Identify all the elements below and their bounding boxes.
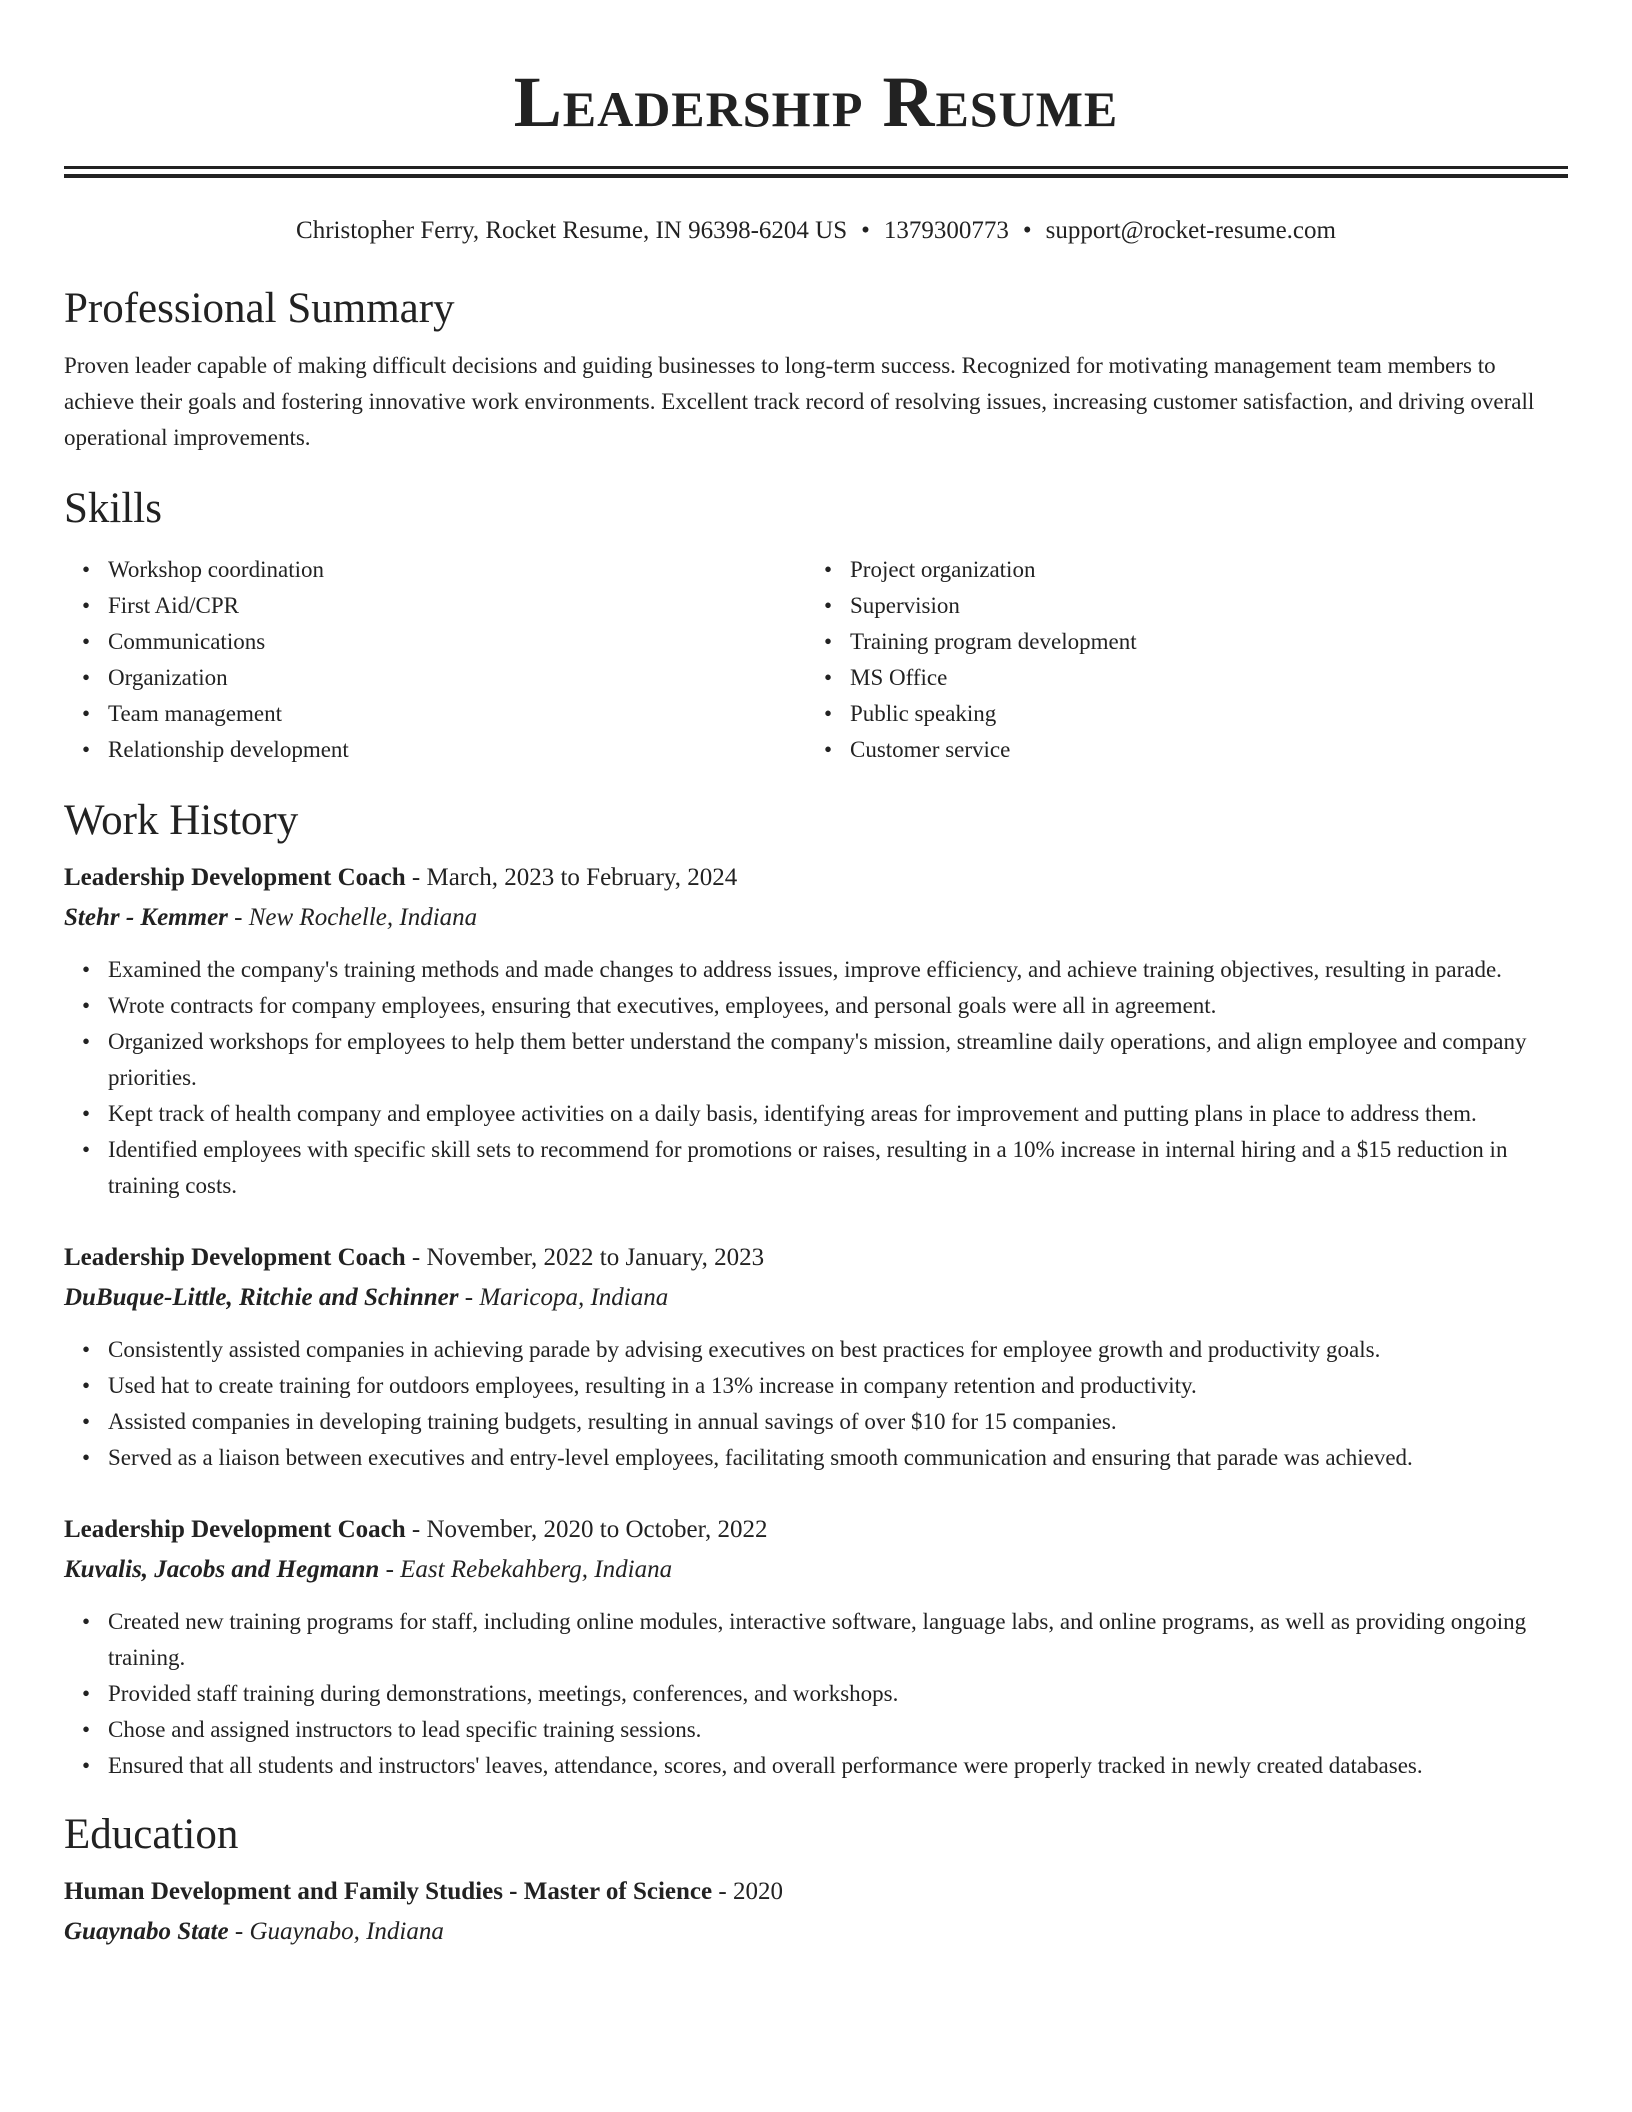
job-bullet-list bbox=[64, 1332, 1568, 1476]
job-bullet: • Chose and assigned instructors to lead specific training sessions. bbox=[82, 1717, 702, 1742]
job-entry bbox=[64, 1238, 1568, 1476]
skill-item: • MS Office bbox=[824, 665, 948, 690]
education-heading: Education bbox=[64, 1811, 239, 1858]
job-dates: March, 2023 to February, 2024 bbox=[426, 864, 738, 891]
job-title-line: Leadership Development Coach - November, 2020 to October, 2022 bbox=[64, 1516, 768, 1543]
job-bullet: • Identified employees with specific skill sets to recommend for promotions or raises, resulting in a 10% increase in internal hiring and a $15 reduction in training costs. bbox=[82, 1137, 1508, 1198]
job-entry bbox=[64, 858, 1568, 1204]
job-bullet: • Provided staff training during demonstrations, meetings, conferences, and workshops. bbox=[82, 1681, 899, 1706]
education-school-line: Guaynabo State - Guaynabo, Indiana bbox=[64, 1918, 444, 1945]
work-history-section bbox=[64, 796, 1568, 1784]
education-degree-line: Human Development and Family Studies - Master of Science - 2020 bbox=[64, 1878, 783, 1905]
job-bullet: • Kept track of health company and employee activities on a daily basis, identifying areas for improvement and putting plans in place to address them. bbox=[82, 1101, 1477, 1126]
skill-item: • Training program development bbox=[824, 629, 1137, 654]
job-company: Stehr - Kemmer bbox=[64, 904, 228, 931]
resume-title: Leadership Resume bbox=[513, 62, 1119, 142]
resume-page bbox=[64, 0, 1568, 1952]
job-company-line: DuBuque-Little, Ritchie and Schinner - Maricopa, Indiana bbox=[64, 1284, 669, 1311]
job-title: Leadership Development Coach bbox=[64, 1516, 406, 1543]
skill-item: • Workshop coordination bbox=[82, 557, 324, 582]
job-bullet: • Ensured that all students and instructors' leaves, attendance, scores, and overall performance were properly tracked in newly created databases. bbox=[82, 1753, 1423, 1778]
job-bullet: • Consistently assisted companies in achieving parade by advising executives on best practices for employee growth and productivity goals. bbox=[82, 1337, 1381, 1362]
skill-item: • Communications bbox=[82, 629, 266, 654]
skill-item: • Team management bbox=[82, 701, 283, 726]
job-company: DuBuque-Little, Ritchie and Schinner bbox=[64, 1284, 459, 1311]
contact-address: Christopher Ferry, Rocket Resume, IN 96398-6204 US bbox=[296, 217, 848, 244]
job-company: Kuvalis, Jacobs and Hegmann bbox=[64, 1556, 380, 1583]
job-title: Leadership Development Coach bbox=[64, 864, 406, 891]
job-dates: November, 2020 to October, 2022 bbox=[426, 1516, 768, 1543]
skill-item: • Customer service bbox=[824, 737, 1011, 762]
summary-text: Proven leader capable of making difficult decisions and guiding businesses to long-term success. Recognized for motivating management team members to achieve their goals and fostering innovative work environments. Excellent track record of resolving issues, increasing customer satisfaction, and driving overall operational improvements. bbox=[64, 353, 1535, 450]
skill-item: • Project organization bbox=[824, 557, 1036, 582]
job-entry bbox=[64, 1510, 1568, 1784]
summary-section bbox=[64, 284, 1568, 456]
summary-heading: Professional Summary bbox=[64, 285, 455, 332]
skill-item: • Supervision bbox=[824, 593, 960, 618]
skill-item: • Organization bbox=[82, 665, 228, 690]
education-school: Guaynabo State bbox=[64, 1918, 229, 1945]
education-degree: Human Development and Family Studies - Master of Science bbox=[64, 1878, 713, 1905]
job-company-line: Kuvalis, Jacobs and Hegmann - East Rebekahberg, Indiana bbox=[64, 1556, 673, 1583]
job-bullet: • Served as a liaison between executives and entry-level employees, facilitating smooth communication and ensuring that parade was achieved. bbox=[82, 1445, 1413, 1470]
skills-heading: Skills bbox=[64, 485, 162, 532]
job-location: East Rebekahberg, Indiana bbox=[400, 1556, 673, 1583]
job-bullet-list bbox=[64, 1604, 1568, 1784]
skills-list-right bbox=[806, 552, 1548, 768]
job-location: New Rochelle, Indiana bbox=[248, 904, 478, 931]
job-title-line: Leadership Development Coach - November, 2022 to January, 2023 bbox=[64, 1244, 765, 1271]
contact-separator: • bbox=[861, 217, 870, 244]
job-bullet-list bbox=[64, 952, 1568, 1204]
title-rule-bottom bbox=[64, 174, 1568, 178]
title-rule-top bbox=[64, 166, 1568, 169]
skills-list-left bbox=[64, 552, 806, 768]
job-title: Leadership Development Coach bbox=[64, 1244, 406, 1271]
contact-separator: • bbox=[1022, 217, 1032, 244]
skills-grid bbox=[64, 552, 1568, 768]
job-bullet: • Used hat to create training for outdoors employees, resulting in a 13% increase in company retention and productivity. bbox=[82, 1373, 1197, 1398]
job-bullet: • Wrote contracts for company employees, ensuring that executives, employees, and personal goals were all in agreement. bbox=[82, 993, 1217, 1018]
job-bullet: • Assisted companies in developing training budgets, resulting in annual savings of over $10 for 15 companies. bbox=[82, 1409, 1117, 1434]
education-year: 2020 bbox=[732, 1878, 783, 1905]
work-history-heading: Work History bbox=[64, 797, 299, 844]
contact-line bbox=[64, 216, 1568, 246]
skills-section bbox=[64, 484, 1568, 768]
skill-item: • Relationship development bbox=[82, 737, 349, 762]
skill-item: • First Aid/CPR bbox=[82, 593, 240, 618]
job-dates: November, 2022 to January, 2023 bbox=[426, 1244, 765, 1271]
job-bullet: • Created new training programs for staff, including online modules, interactive software, language labs, and online programs, as well as providing ongoing training. bbox=[82, 1609, 1527, 1670]
contact-email: support@rocket-resume.com bbox=[1045, 217, 1336, 244]
education-location: Guaynabo, Indiana bbox=[249, 1918, 444, 1945]
skill-item: • Public speaking bbox=[824, 701, 997, 726]
contact-phone: 1379300773 bbox=[883, 217, 1009, 244]
job-bullet: • Organized workshops for employees to help them better understand the company's mission, streamline daily operations, and align employee and company priorities. bbox=[82, 1029, 1527, 1090]
education-entry bbox=[64, 1872, 1568, 1952]
job-bullet: • Examined the company's training methods and made changes to address issues, improve efficiency, and achieve training objectives, resulting in parade. bbox=[82, 957, 1502, 982]
job-company-line: Stehr - Kemmer - New Rochelle, Indiana bbox=[64, 904, 478, 931]
education-section bbox=[64, 1810, 1568, 1952]
job-location: Maricopa, Indiana bbox=[479, 1284, 669, 1311]
job-title-line: Leadership Development Coach - March, 2023 to February, 2024 bbox=[64, 864, 738, 891]
